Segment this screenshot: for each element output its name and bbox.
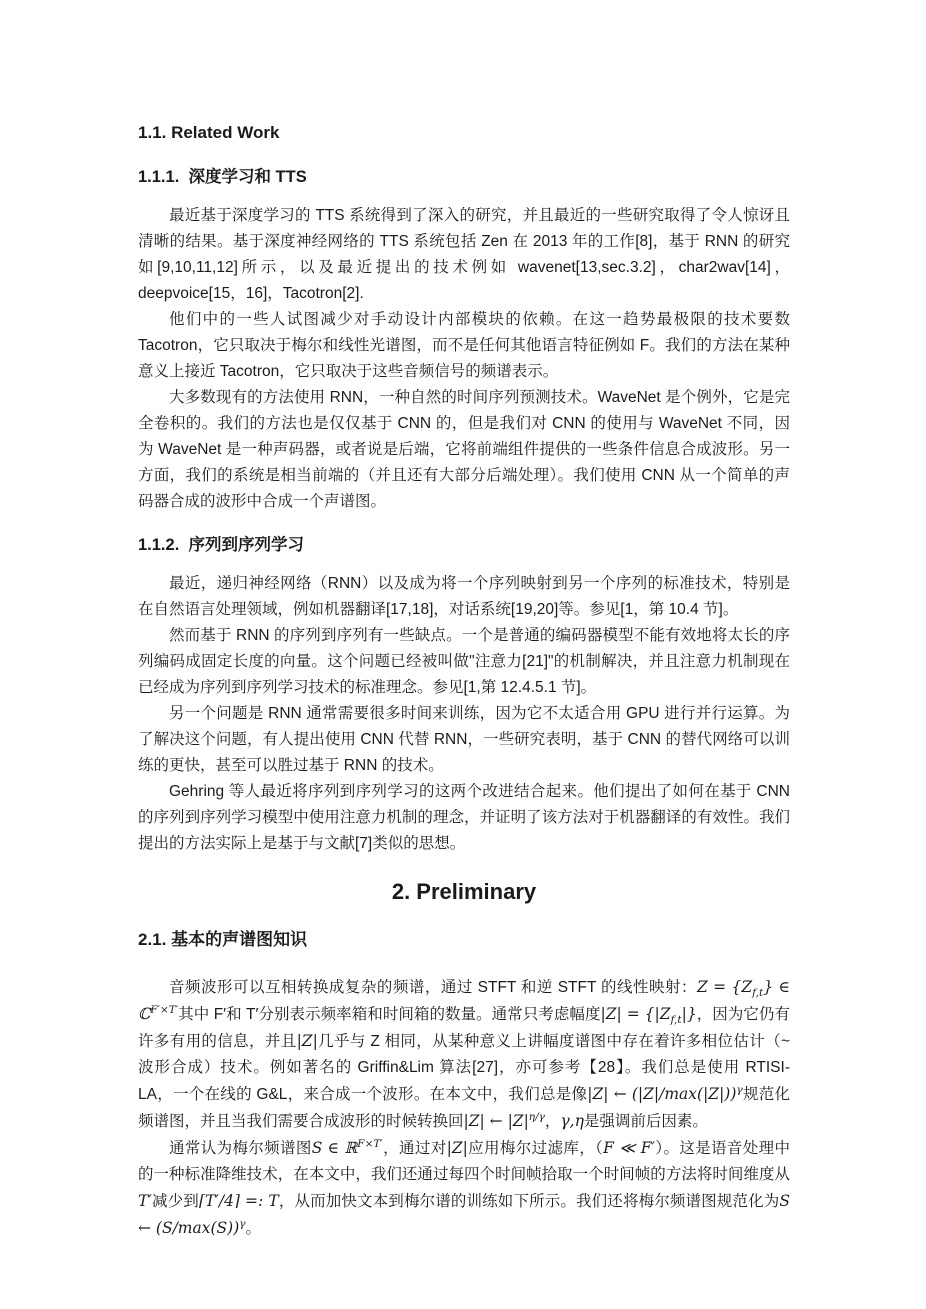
text-run: ，通过对: [382, 1140, 447, 1157]
text-run: 减少到: [151, 1193, 199, 1210]
math-run: S ← (S/max(S)): [138, 1192, 790, 1237]
math-subscript: f,t: [752, 987, 764, 1000]
math-superscript: F×T′: [357, 1137, 383, 1150]
text-run: 几乎与 Z 相同，从某种意义上讲幅度谱图中存在着许多相位估计（~波形合成）技术。例如著名的 Griffin&Lim 算法[27]，亦可参考【28】。我们总是使用 RTISI-LA，一个在线的 G&L，来合成一个波形。在本文中，我们总是像: [138, 1033, 790, 1103]
paragraph-rnn-wavenet: 大多数现有的方法使用 RNN，一种自然的时间序列预测技术。WaveNet 是个例外，它是完全卷积的。我们的方法也是仅仅基于 CNN 的，但是我们对 CNN 的使用与 WaveNet 不同，因为 WaveNet 是一种声码器，或者说是后端，它将前端组件提供的一些条件信息合成波形。另一方面，我们的系统是相当前端的（并且还有大部分后端处理）。我们使用 CNN 从一个简单的声码器合成的波形中合成一个声谱图。: [138, 389, 790, 510]
math-run: F ≪ F′: [603, 1139, 655, 1157]
document-content: [138, 122, 790, 1242]
text-run: 是强调前后因素。: [583, 1113, 708, 1130]
math-run: Z = {Z: [696, 978, 753, 996]
math-run: |Z| ← |Z|: [463, 1112, 529, 1130]
math-run: |Z| = {|Z: [600, 1005, 671, 1023]
text-run: 规范化频谱图，并且当我们需要合成波形的时候转换回: [138, 1086, 790, 1130]
text-run: 其中 F′和 T′分别表示频率箱和时间箱的数量。通常只考虑幅度: [178, 1006, 601, 1023]
text-run: ，从而加快文本到梅尔谱的训练如下所示。我们还将梅尔频谱图规范化为: [278, 1193, 780, 1210]
math-run: |Z| ← (|Z|/max(|Z|)): [587, 1085, 737, 1103]
text-run: 应用梅尔过滤库，（: [467, 1140, 604, 1157]
math-run: |Z|: [296, 1032, 318, 1050]
math-run: S ∈ ℝ: [311, 1139, 358, 1157]
section-heading-spectrogram-basics: 2.1. 基本的声谱图知识: [138, 930, 308, 949]
math-run: |Z|: [446, 1139, 468, 1157]
section-heading-related-work: 1.1. Related Work: [138, 123, 280, 142]
paragraph-seq2seq-intro: 最近，递归神经网络（RNN）以及成为将一个序列映射到另一个序列的标准技术，特别是在自然语言处理领域，例如机器翻译[17,18]，对话系统[19,20]等。参见[1，第 10.4 节]。: [138, 575, 790, 618]
math-run: γ,η: [560, 1112, 584, 1130]
chapter-heading-preliminary: 2. Preliminary: [391, 879, 537, 904]
paragraph-tts-research: 最近基于深度学习的 TTS 系统得到了深入的研究，并且最近的一些研究取得了令人惊讶且清晰的结果。基于深度神经网络的 TTS 系统包括 Zen 在 2013 年的工作[8]，基于 RNN 的研究如[9,10,11,12]所示，以及最近提出的技术例如 wavenet[13,sec.3.2]，char2wav[14]，deepvoice[15，16]，Tacotron[2].: [138, 207, 790, 302]
text-run: 。: [245, 1220, 262, 1237]
paragraph-attention: 然而基于 RNN 的序列到序列有一些缺点。一个是普通的编码器模型不能有效地将太长的序列编码成固定长度的向量。这个问题已经被叫做"注意力[21]"的机制解决，并且注意力机制现在已经成为序列到序列学习技术的标准理念。参见[1,第 12.4.5.1 节]。: [138, 627, 790, 696]
subsection-heading-seq2seq: 1.1.2. 序列到序列学习: [138, 536, 304, 554]
text-run: 音频波形可以互相转换成复杂的频谱，通过 STFT 和逆 STFT 的线性映射：: [169, 979, 697, 996]
math-run: } ∈ ℂ: [138, 978, 791, 1023]
text-run: 通常认为梅尔频谱图: [169, 1140, 312, 1157]
text-run: ）。这是语音处理中的一种标准降维技术，在本文中，我们还通过每四个时间帧拾取一个时间帧的方法将时间维度从: [138, 1140, 790, 1183]
math-run: ⌈T′/4⌉ =: T: [198, 1192, 279, 1210]
math-superscript: γ: [239, 1217, 246, 1230]
paragraph-tacotron: 他们中的一些人试图减少对手动设计内部模块的依赖。在这一趋势最极限的技术要数 Tacotron，它只取决于梅尔和线性光谱图，而不是任何其他语言特征例如 F。我们的方法在某种意义上接近 Tacotron，它只取决于这些音频信号的频谱表示。: [138, 311, 790, 380]
subsection-heading-deep-learning-tts: 1.1.1. 深度学习和 TTS: [138, 168, 307, 186]
math-superscript: γ: [736, 1083, 743, 1096]
text-run: ，因为它仍有许多有用的信息，并且: [138, 1006, 790, 1050]
math-superscript: F′×T′: [150, 1003, 179, 1016]
math-subscript: f,t: [670, 1014, 682, 1027]
paragraph-spectrogram-stft: [138, 974, 790, 1135]
math-run: |}: [681, 1005, 697, 1023]
math-run: T′: [138, 1192, 152, 1210]
paragraph-mel-spectrogram: [138, 1135, 790, 1242]
math-superscript: η/γ: [528, 1110, 545, 1123]
text-run: ，: [544, 1113, 561, 1130]
paragraph-gehring: Gehring 等人最近将序列到序列学习的这两个改进结合起来。他们提出了如何在基于 CNN 的序列到序列学习模型中使用注意力机制的理念，并证明了该方法对于机器翻译的有效性。我们提出的方法实际上是基于与文献[7]类似的思想。: [138, 783, 790, 852]
paragraph-rnn-training-time: 另一个问题是 RNN 通常需要很多时间来训练，因为它不太适合用 GPU 进行并行运算。为了解决这个问题，有人提出使用 CNN 代替 RNN，一些研究表明，基于 CNN 的替代网络可以训练的更快，甚至可以胜过基于 RNN 的技术。: [138, 705, 790, 774]
